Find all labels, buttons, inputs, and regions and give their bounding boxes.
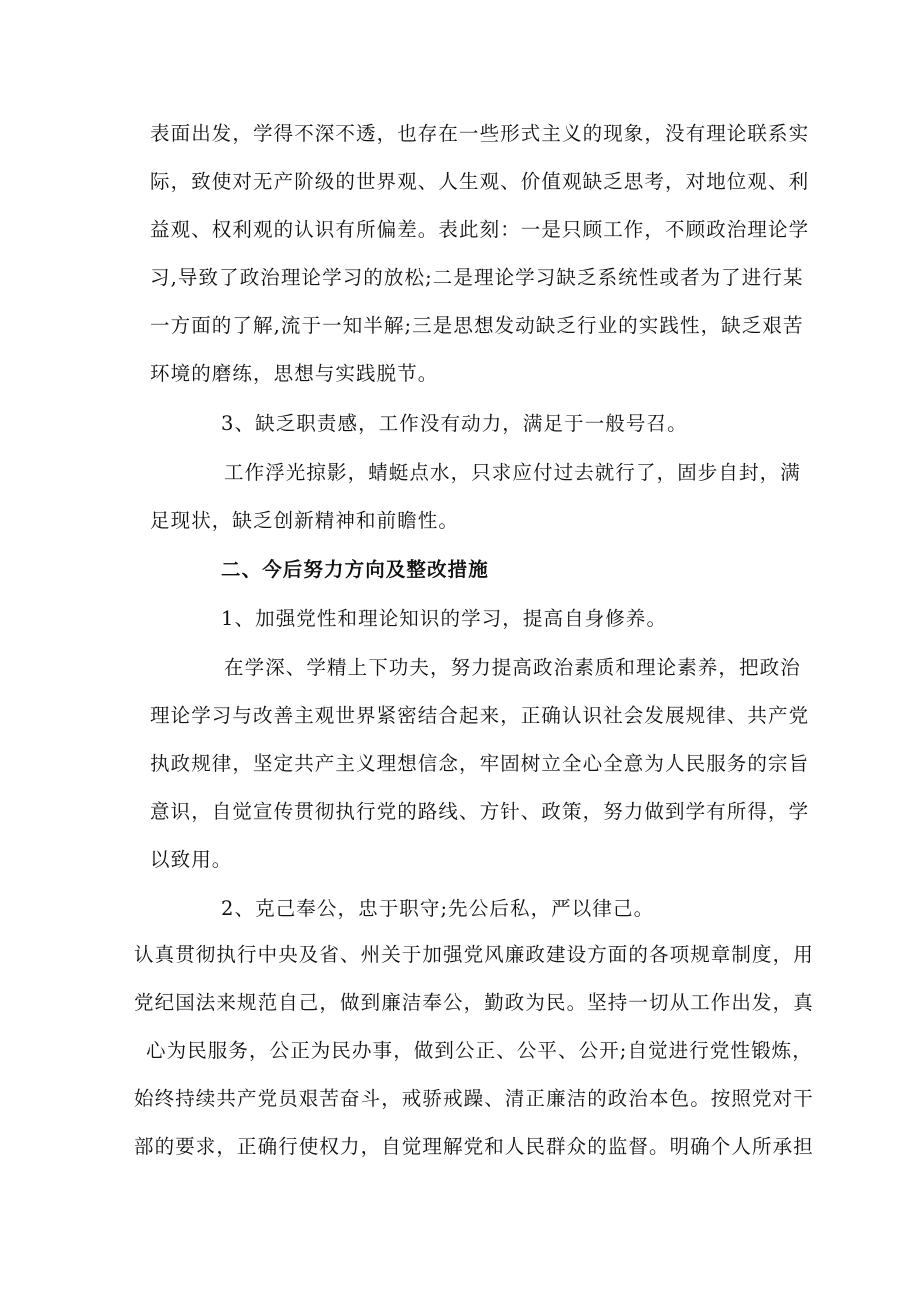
paragraph-line: 部的要求，正确行使权力，自觉理解党和人民群众的监督。明确个人所承担 — [134, 1135, 814, 1158]
paragraph-line: 党纪国法来规范自己，做到廉洁奉公，勤政为民。坚持一切从工作出发，真 — [134, 991, 814, 1014]
paragraph-line: 足现状，缺乏创新精神和前瞻性。 — [150, 509, 460, 532]
subheading-line: 2、克己奉公，忠于职守;先公后私，严以律己。 — [221, 897, 655, 920]
paragraph-line: 认真贯彻执行中央及省、州关于加强党风廉政建设方面的各项规章制度，用 — [134, 943, 814, 966]
paragraph-line: 环境的磨练，思想与实践脱节。 — [150, 362, 439, 385]
paragraph-line: 际，致使对无产阶级的世界观、人生观、价值观缺乏思考，对地位观、利 — [150, 170, 810, 193]
paragraph-line: 表面出发，学得不深不透，也存在一些形式主义的现象，没有理论联系实 — [150, 122, 810, 145]
paragraph-line: 心为民服务，公正为民办事，做到公正、公平、公开;自觉进行党性锻炼， — [146, 1039, 813, 1062]
paragraph-line: 以致用。 — [150, 848, 233, 871]
paragraph-line: 执政规律，坚定共产主义理想信念，牢固树立全心全意为人民服务的宗旨 — [150, 752, 810, 775]
subheading-line: 3、缺乏职责感，工作没有动力，满足于一般号召。 — [221, 412, 688, 435]
paragraph-line: 在学深、学精上下功夫，努力提高政治素质和理论素养，把政治 — [224, 656, 801, 679]
subheading-line: 1、加强党性和理论知识的学习，提高自身修养。 — [221, 607, 668, 630]
paragraph-line: 始终持续共产党员艰苦奋斗，戒骄戒躁、清正廉洁的政治本色。按照党对干 — [134, 1087, 814, 1110]
paragraph-line: 理论学习与改善主观世界紧密结合起来，正确认识社会发展规律、共产党 — [150, 704, 810, 727]
paragraph-line: 一方面的了解,流于一知半解;三是思想发动缺乏行业的实践性，缺乏艰苦 — [150, 314, 804, 337]
paragraph-line: 工作浮光掠影，蜻蜓点水，只求应付过去就行了，固步自封，满 — [224, 461, 801, 484]
paragraph-line: 意识，自觉宣传贯彻执行党的路线、方针、政策，努力做到学有所得，学 — [150, 800, 810, 823]
paragraph-line: 习,导致了政治理论学习的放松;二是理论学习缺乏系统性或者为了进行某 — [150, 266, 804, 289]
section-heading: 二、今后努力方向及整改措施 — [221, 558, 489, 581]
paragraph-line: 益观、权利观的认识有所偏差。表此刻：一是只顾工作，不顾政治理论学 — [150, 218, 810, 241]
